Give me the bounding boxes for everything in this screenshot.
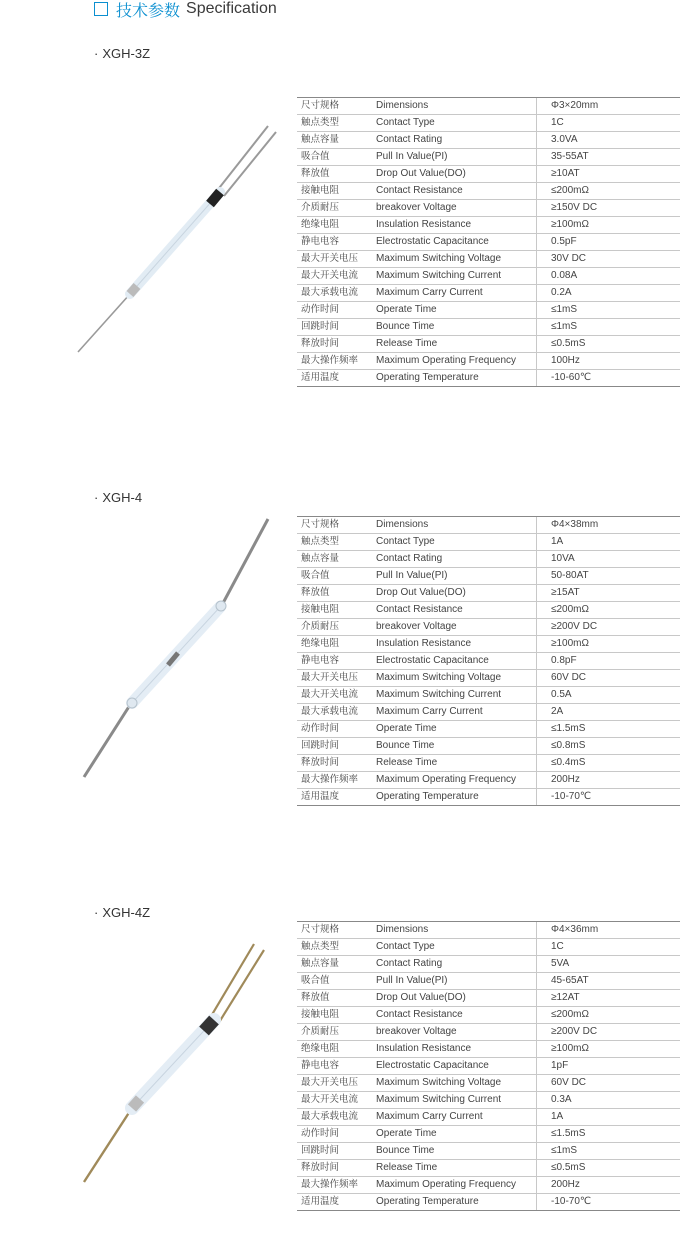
- table-row: 绝缘电阻 Insulation Resistance ≥100mΩ: [297, 1041, 680, 1058]
- bullet-dot: ·: [94, 905, 99, 920]
- table-row: 最大操作频率 Maximum Operating Frequency 100Hz: [297, 353, 680, 370]
- table-row: 最大操作频率 Maximum Operating Frequency 200Hz: [297, 1177, 680, 1194]
- table-row: 触点容量 Contact Rating 3.0VA: [297, 132, 680, 149]
- table-row: 静电电容 Electrostatic Capacitance 1pF: [297, 1058, 680, 1075]
- table-row: 触点类型 Contact Type 1C: [297, 115, 680, 132]
- model-label-xgh-4: · XGH-4: [94, 490, 143, 505]
- table-row: 适用温度 Operating Temperature -10-70℃: [297, 1194, 680, 1211]
- table-row: 尺寸规格 Dimensions Φ3×20mm: [297, 98, 680, 115]
- bullet-dot: ·: [94, 46, 99, 61]
- table-row: 介质耐压 breakover Voltage ≥200V DC: [297, 1024, 680, 1041]
- reed-switch-image-xgh-3z: [70, 118, 280, 358]
- header-title-cn: 技术参数: [116, 0, 181, 20]
- table-row: 触点类型 Contact Type 1A: [297, 534, 680, 551]
- table-row: 释放值 Drop Out Value(DO) ≥15AT: [297, 585, 680, 602]
- table-row: 尺寸规格 Dimensions Φ4×36mm: [297, 922, 680, 939]
- checkbox-square-icon: [94, 2, 108, 16]
- table-row: 触点容量 Contact Rating 5VA: [297, 956, 680, 973]
- table-row: 最大开关电压 Maximum Switching Voltage 60V DC: [297, 1075, 680, 1092]
- section-header: [94, 0, 277, 21]
- table-row: 最大承载电流 Maximum Carry Current 0.2A: [297, 285, 680, 302]
- table-row: 最大承载电流 Maximum Carry Current 1A: [297, 1109, 680, 1126]
- table-row: 回跳时间 Bounce Time ≤1mS: [297, 1143, 680, 1160]
- table-row: 介质耐压 breakover Voltage ≥150V DC: [297, 200, 680, 217]
- table-row: 绝缘电阻 Insulation Resistance ≥100mΩ: [297, 217, 680, 234]
- table-row: 静电电容 Electrostatic Capacitance 0.5pF: [297, 234, 680, 251]
- table-row: 静电电容 Electrostatic Capacitance 0.8pF: [297, 653, 680, 670]
- table-row: 释放时间 Release Time ≤0.4mS: [297, 755, 680, 772]
- table-row: 适用温度 Operating Temperature -10-60℃: [297, 370, 680, 387]
- table-row: 接触电阻 Contact Resistance ≤200mΩ: [297, 1007, 680, 1024]
- table-row: 动作时间 Operate Time ≤1.5mS: [297, 1126, 680, 1143]
- spec-table-xgh-4: [297, 516, 680, 806]
- table-row: 最大开关电流 Maximum Switching Current 0.5A: [297, 687, 680, 704]
- table-row: 释放时间 Release Time ≤0.5mS: [297, 336, 680, 353]
- table-row: 动作时间 Operate Time ≤1.5mS: [297, 721, 680, 738]
- table-row: 最大承载电流 Maximum Carry Current 2A: [297, 704, 680, 721]
- table-row: 接触电阻 Contact Resistance ≤200mΩ: [297, 183, 680, 200]
- table-row: 最大操作频率 Maximum Operating Frequency 200Hz: [297, 772, 680, 789]
- table-row: 最大开关电压 Maximum Switching Voltage 30V DC: [297, 251, 680, 268]
- table-row: 尺寸规格 Dimensions Φ4×38mm: [297, 517, 680, 534]
- model-label-xgh-4z: · XGH-4Z: [94, 905, 151, 920]
- table-row: 释放值 Drop Out Value(DO) ≥12AT: [297, 990, 680, 1007]
- spec-table-xgh-4z: [297, 921, 680, 1211]
- table-row: 释放时间 Release Time ≤0.5mS: [297, 1160, 680, 1177]
- model-label-xgh-3z: · XGH-3Z: [94, 46, 151, 61]
- table-row: 动作时间 Operate Time ≤1mS: [297, 302, 680, 319]
- table-row: 触点容量 Contact Rating 10VA: [297, 551, 680, 568]
- table-row: 吸合值 Pull In Value(PI) 50-80AT: [297, 568, 680, 585]
- table-row: 适用温度 Operating Temperature -10-70℃: [297, 789, 680, 806]
- table-row: 绝缘电阻 Insulation Resistance ≥100mΩ: [297, 636, 680, 653]
- table-row: 接触电阻 Contact Resistance ≤200mΩ: [297, 602, 680, 619]
- table-row: 回跳时间 Bounce Time ≤1mS: [297, 319, 680, 336]
- reed-switch-image-xgh-4: [70, 515, 280, 785]
- table-row: 吸合值 Pull In Value(PI) 35-55AT: [297, 149, 680, 166]
- bullet-dot: ·: [94, 490, 99, 505]
- table-row: 介质耐压 breakover Voltage ≥200V DC: [297, 619, 680, 636]
- spec-table-xgh-3z: [297, 97, 680, 387]
- table-row: 触点类型 Contact Type 1C: [297, 939, 680, 956]
- header-title-en: Specification: [186, 0, 277, 17]
- table-row: 最大开关电流 Maximum Switching Current 0.08A: [297, 268, 680, 285]
- table-row: 最大开关电压 Maximum Switching Voltage 60V DC: [297, 670, 680, 687]
- table-row: 回跳时间 Bounce Time ≤0.8mS: [297, 738, 680, 755]
- table-row: 释放值 Drop Out Value(DO) ≥10AT: [297, 166, 680, 183]
- table-row: 最大开关电流 Maximum Switching Current 0.3A: [297, 1092, 680, 1109]
- reed-switch-image-xgh-4z: [70, 938, 280, 1188]
- table-row: 吸合值 Pull In Value(PI) 45-65AT: [297, 973, 680, 990]
